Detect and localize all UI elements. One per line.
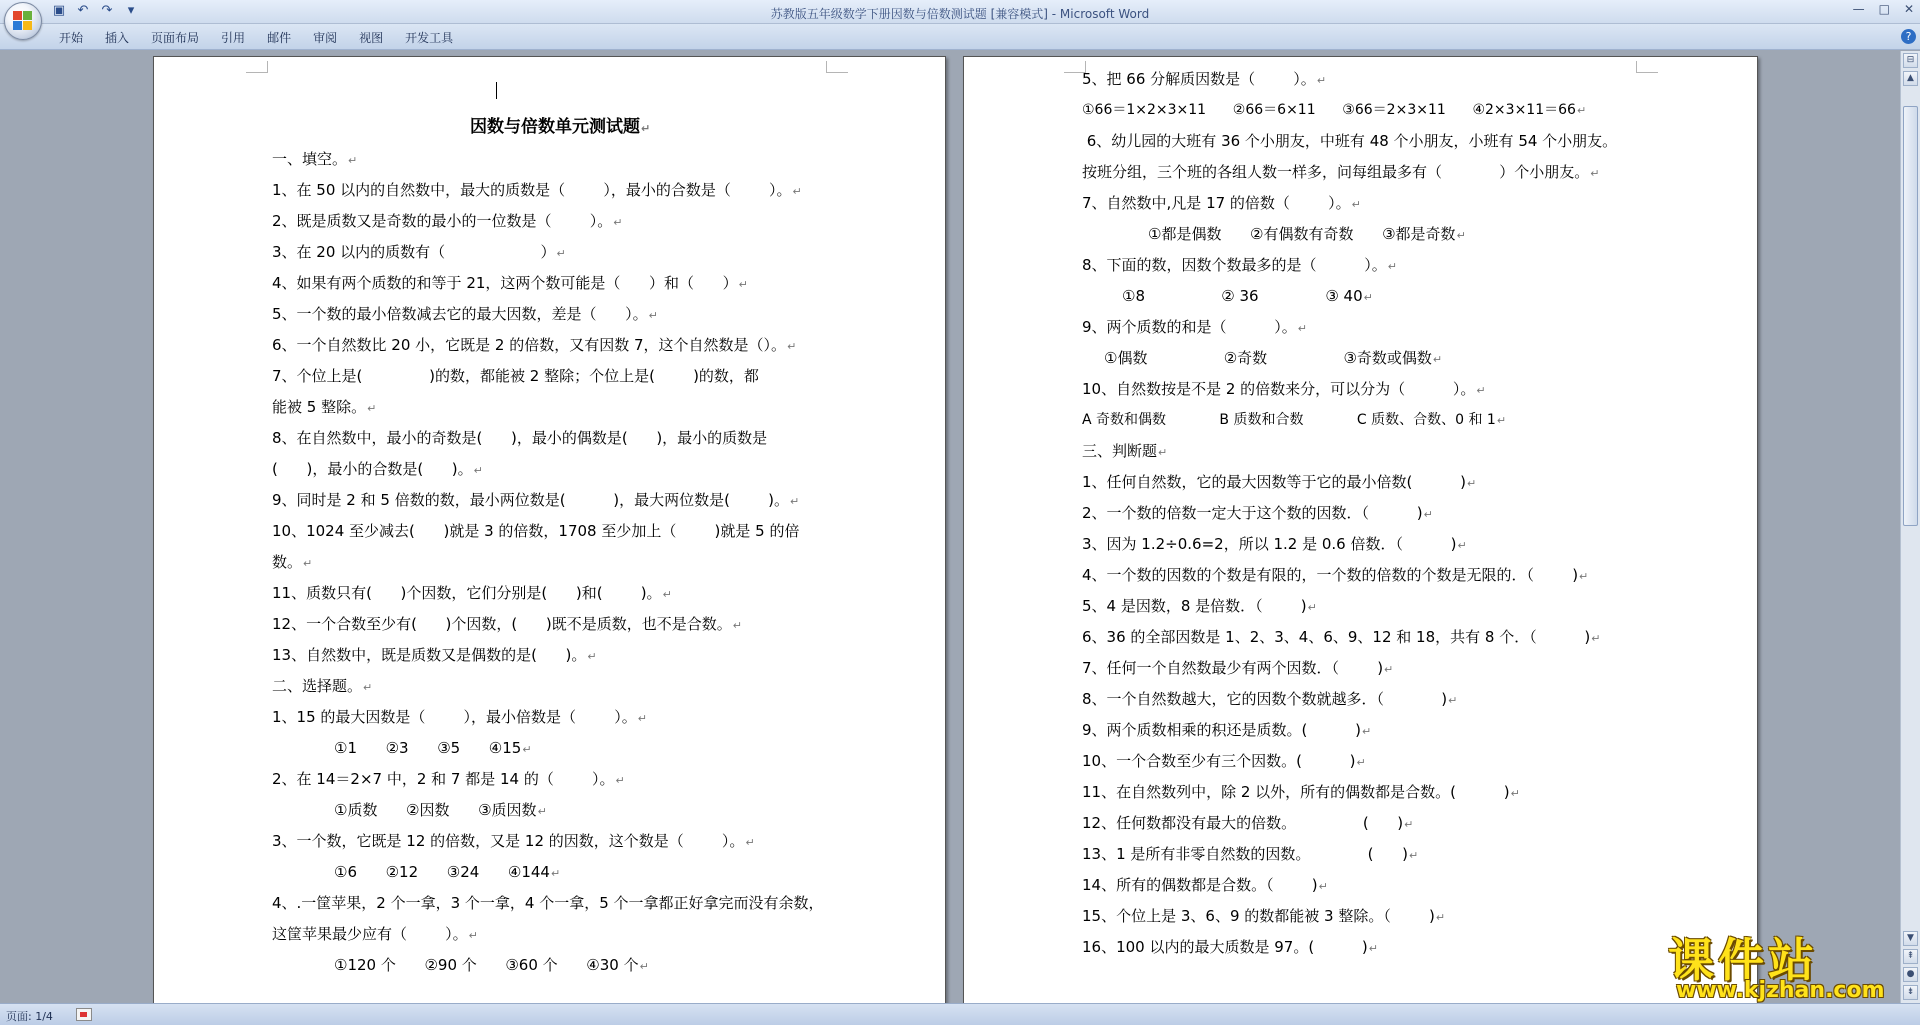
doc-line: 7、个位上是( )的数，都能被 2 整除；个位上是( )的数，都 [272, 367, 759, 385]
office-logo-icon [13, 11, 33, 31]
scroll-thumb[interactable] [1903, 106, 1918, 526]
tab-developer[interactable]: 开发工具 [405, 31, 454, 45]
doc-line: 11、质数只有( )个因数，它们分别是( )和( )。↵ [272, 584, 672, 602]
doc-line: 10、一个合数至少有三个因数。( )↵ [1082, 752, 1366, 770]
tab-view[interactable]: 视图 [359, 31, 384, 45]
doc-line: 8、一个自然数越大，它的因数个数就越多．（ )↵ [1082, 690, 1458, 708]
doc-line: 6、一个自然数比 20 小，它既是 2 的倍数，又有因数 7，这个自然数是（）。↵ [272, 336, 797, 354]
doc-line: ①1 ②3 ③5 ④15↵ [334, 739, 532, 757]
doc-line: 16、100 以内的最大质数是 97。( )↵ [1082, 938, 1378, 956]
doc-line: 三、判断题↵ [1082, 442, 1168, 460]
tab-home[interactable]: 开始 [59, 31, 84, 45]
site-watermark [1668, 924, 1908, 1004]
doc-line: 4、一个数的因数的个数是有限的，一个数的倍数的个数是无限的．（ )↵ [1082, 566, 1589, 584]
doc-line: 4、.一筐苹果，2 个一拿，3 个一拿，4 个一拿，5 个一拿都正好拿完而没有余数， [272, 894, 824, 912]
doc-line: 11、在自然数列中，除 2 以外，所有的偶数都是合数。( )↵ [1082, 783, 1520, 801]
doc-line: 9、两个质数的和是（ ）。↵ [1082, 318, 1307, 336]
next-page-icon[interactable]: ⇟ [1903, 985, 1918, 1000]
doc-line: A 奇数和偶数 B 质数和合数 C 质数、合数、0 和 1↵ [1082, 412, 1507, 428]
doc-line: 数。↵ [272, 553, 313, 571]
window-title: 苏教版五年级数学下册因数与倍数测试题 [兼容模式] - Microsoft Word [770, 7, 1150, 21]
doc-line: 15、个位上是 3、6、9 的数都能被 3 整除。（ )↵ [1082, 907, 1446, 925]
doc-line: ①8 ② 36 ③ 40↵ [1122, 287, 1373, 305]
previous-page-icon[interactable]: ⇞ [1903, 949, 1918, 964]
doc-line: 9、两个质数相乘的积还是质数。( )↵ [1082, 721, 1372, 739]
doc-line: 这筐苹果最少应有（ ）。↵ [272, 925, 478, 943]
doc-line: 1、任何自然数，它的最大因数等于它的最小倍数( )↵ [1082, 473, 1477, 491]
tab-review[interactable]: 审阅 [313, 31, 338, 45]
page-left[interactable] [153, 56, 946, 1003]
doc-line: 4、如果有两个质数的和等于 21，这两个数可能是（ ）和（ ）↵ [272, 274, 748, 292]
doc-line: 1、在 50 以内的自然数中，最大的质数是（ ），最小的合数是（ ）。↵ [272, 181, 802, 199]
doc-line: 6、幼儿园的大班有 36 个小朋友，中班有 48 个小朋友，小班有 54 个小朋友。 [1082, 132, 1618, 150]
crop-mark [826, 61, 848, 73]
minimize-button[interactable]: — [1852, 2, 1865, 16]
doc-line: 10、1024 至少减去( )就是 3 的倍数，1708 至少加上（ )就是 5 的倍 [272, 522, 800, 540]
doc-line: 12、任何数都没有最大的倍数。 ( )↵ [1082, 814, 1414, 832]
tab-page-layout[interactable]: 页面布局 [151, 31, 200, 45]
doc-line: 2、一个数的倍数一定大于这个数的因数．（ )↵ [1082, 504, 1433, 522]
doc-line: ①66＝1×2×3×11 ②66＝6×11 ③66＝2×3×11 ④2×3×11＝66↵ [1082, 102, 1587, 118]
doc-line: ( )，最小的合数是( )。↵ [272, 460, 483, 478]
customize-icon[interactable]: ▾ [127, 3, 135, 18]
help-icon[interactable]: ? [1901, 29, 1916, 44]
doc-line: 5、把 66 分解质因数是（ ）。↵ [1082, 70, 1327, 88]
doc-line: 13、1 是所有非零自然数的因数。 ( )↵ [1082, 845, 1419, 863]
doc-line: 5、4 是因数，8 是倍数．（ )↵ [1082, 597, 1317, 615]
doc-line: ①都是偶数 ②有偶数有奇数 ③都是奇数↵ [1148, 225, 1466, 243]
doc-line: 按班分组，三个班的各组人数一样多，问每组最多有（ ）个小朋友。↵ [1082, 163, 1600, 181]
doc-line: 3、一个数，它既是 12 的倍数，又是 12 的因数，这个数是（ ）。↵ [272, 832, 755, 850]
document-title: 因数与倍数单元测试题↵ [470, 117, 651, 137]
doc-line: ①偶数 ②奇数 ③奇数或偶数↵ [1104, 349, 1443, 367]
doc-line: 2、既是质数又是奇数的最小的一位数是（ ）。↵ [272, 212, 623, 230]
doc-line: 13、自然数中，既是质数又是偶数的是( )。↵ [272, 646, 597, 664]
scroll-down-arrow-icon[interactable]: ▼ [1903, 931, 1918, 946]
tab-insert[interactable]: 插入 [105, 31, 130, 45]
ribbon-tabs [48, 29, 464, 46]
watermark-url: www.kjzhan.com [1676, 978, 1885, 1003]
crop-mark [1636, 61, 1658, 73]
doc-line: 7、任何一个自然数最少有两个因数．（ )↵ [1082, 659, 1394, 677]
vertical-scrollbar[interactable] [1900, 51, 1920, 1003]
watermark-logo: 课件站 [1668, 933, 1818, 987]
proofing-icon[interactable] [76, 1008, 92, 1021]
ribbon-tab-bar [0, 24, 1920, 50]
doc-line: 一、填空。↵ [272, 150, 358, 168]
doc-line: 7、自然数中,凡是 17 的倍数（ ）。↵ [1082, 194, 1361, 212]
doc-line: 8、下面的数，因数个数最多的是（ ）。↵ [1082, 256, 1397, 274]
crop-mark [246, 61, 268, 73]
status-bar [0, 1003, 1920, 1025]
tab-mailings[interactable]: 邮件 [267, 31, 292, 45]
tab-references[interactable]: 引用 [221, 31, 246, 45]
doc-line: 12、一个合数至少有( )个因数，( )既不是质数，也不是合数。↵ [272, 615, 742, 633]
doc-line: 二、选择题。↵ [272, 677, 373, 695]
title-bar [0, 0, 1920, 24]
select-browse-object-icon[interactable]: ● [1903, 967, 1918, 982]
maximize-button[interactable]: □ [1878, 2, 1890, 16]
redo-icon[interactable]: ↷ [101, 3, 113, 18]
doc-line: 9、同时是 2 和 5 倍数的数，最小两位数是( )，最大两位数是( )。↵ [272, 491, 800, 509]
doc-line: 能被 5 整除。↵ [272, 398, 377, 416]
doc-line: 10、自然数按是不是 2 的倍数来分，可以分为（ ）。↵ [1082, 380, 1486, 398]
doc-line: 3、因为 1.2÷0.6=2，所以 1.2 是 0.6 倍数．（ )↵ [1082, 535, 1467, 553]
undo-icon[interactable]: ↶ [77, 3, 89, 18]
office-button[interactable] [4, 2, 42, 40]
page-right[interactable] [963, 56, 1758, 1003]
scroll-up-arrow-icon[interactable]: ▲ [1903, 71, 1918, 86]
window-controls [1853, 2, 1914, 16]
doc-line: 2、在 14＝2×7 中，2 和 7 都是 14 的（ ）。↵ [272, 770, 625, 788]
doc-line: 1、15 的最大因数是（ ），最小倍数是（ ）。↵ [272, 708, 647, 726]
close-button[interactable]: ✕ [1903, 2, 1914, 16]
text-cursor [496, 82, 497, 99]
doc-line: 3、在 20 以内的质数有（ ）↵ [272, 243, 566, 261]
save-icon[interactable]: ▣ [52, 3, 66, 18]
doc-line: ①质数 ②因数 ③质因数↵ [334, 801, 547, 819]
doc-line: 8、在自然数中，最小的奇数是( )，最小的偶数是( )，最小的质数是 [272, 429, 768, 447]
doc-line: 5、一个数的最小倍数减去它的最大因数，差是（ ）。↵ [272, 305, 658, 323]
doc-line: 6、36 的全部因数是 1、2、3、4、6、9、12 和 18，共有 8 个．（ )↵ [1082, 628, 1601, 646]
document-area[interactable] [0, 51, 1900, 1003]
doc-line: 14、所有的偶数都是合数。（ )↵ [1082, 876, 1328, 894]
quick-access-toolbar [50, 3, 140, 19]
doc-line: ①6 ②12 ③24 ④144↵ [334, 863, 561, 881]
ruler-toggle-icon[interactable]: ⊟ [1903, 53, 1918, 68]
doc-line: ①120 个 ②90 个 ③60 个 ④30 个↵ [334, 956, 649, 974]
page-indicator[interactable]: 页面: 1/4 [6, 1010, 53, 1023]
